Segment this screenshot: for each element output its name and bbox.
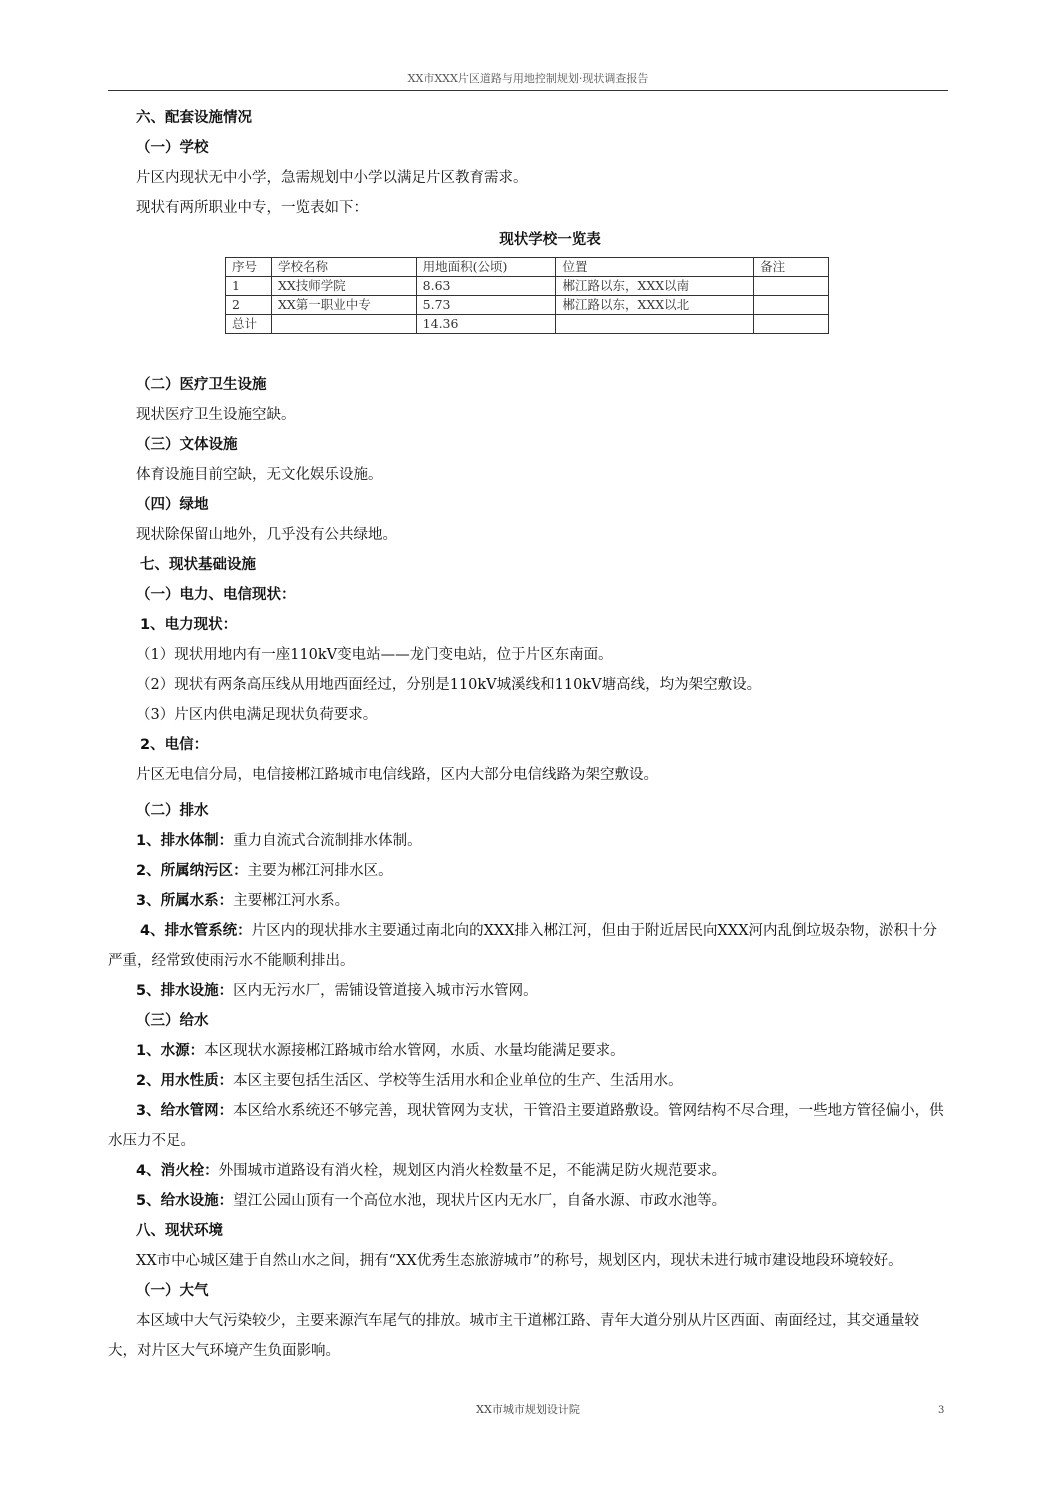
subsection-schools: （一）学校 [136,140,209,156]
table-header-cell: 备注 [754,258,829,277]
table-cell: 14.36 [416,315,556,334]
table-total-row [226,315,829,334]
paragraph: XX市中心城区建于自然山水之间，拥有“XX优秀生态旅游城市”的称号，规划区内，现状未进行城市建设地段环境较好。 [136,1253,903,1269]
item-key: 2、所属纳污区： [136,863,248,879]
item-heading-power: 1、电力现状： [140,617,238,633]
subsection-medical: （二）医疗卫生设施 [136,377,267,393]
table-cell [754,277,829,296]
subsection-drainage: （二）排水 [136,803,209,819]
paragraph: 现状医疗卫生设施空缺。 [136,407,296,423]
schools-table [225,257,829,334]
item-value: 本区给水系统还不够完善，现状管网为支状，干管沿主要道路敷设。管网结构不尽合理，一些地方管径偏小，供水压力不足。 [108,1103,944,1149]
list-item: （2）现状有两条高压线从用地西面经过，分别是110kV城溪线和110kV塘高线，均为架空敷设。 [136,677,762,693]
item-value: 片区内的现状排水主要通过南北向的XXX排入郴江河，但由于附近居民向XXX河内乱倒垃圾杂物，淤积十分严重，经常致使雨污水不能顺利排出。 [108,923,938,969]
table-header-cell: 用地面积(公顷) [416,258,556,277]
item-value: 区内无污水厂，需铺设管道接入城市污水管网。 [233,983,538,999]
item-key: 1、水源： [136,1043,205,1059]
item-value: 重力自流式合流制排水体制。 [233,833,422,849]
table-cell: 1 [226,277,272,296]
table-cell [754,296,829,315]
list-item [108,826,944,856]
item-key: 4、消火栓： [136,1163,219,1179]
paragraph: 体育设施目前空缺，无文化娱乐设施。 [136,467,383,483]
subsection-air: （一）大气 [136,1283,209,1299]
table-cell: 2 [226,296,272,315]
paragraph-text: 本区域中大气污染较少，主要来源汽车尾气的排放。城市主干道郴江路、青年大道分别从片区西面、南面经过，其交通量较大，对片区大气环境产生负面影响。 [108,1313,919,1359]
list-item [108,1156,944,1186]
item-key: 2、用水性质： [136,1073,234,1089]
list-item [108,886,944,916]
table-header-cell: 位置 [556,258,754,277]
list-item [108,1036,944,1066]
item-value: 主要郴江河水系。 [233,893,350,909]
subsection-power-telecom: （一）电力、电信现状： [136,587,296,603]
item-key: 1、排水体制： [136,833,234,849]
table-cell: XX第一职业中专 [271,296,416,315]
list-item [108,1186,944,1216]
item-value: 外围城市道路设有消火栓，规划区内消火栓数量不足，不能满足防火规范要求。 [218,1163,727,1179]
page-footer: XX市城市规划设计院 [476,1403,580,1416]
item-value: 望江公园山顶有一个高位水池，现状片区内无水厂，自备水源、市政水池等。 [233,1193,727,1209]
table-cell: 总计 [226,315,272,334]
table-title: 现状学校一览表 [499,232,601,248]
table-cell [271,315,416,334]
table-row [226,277,829,296]
list-item [108,1066,944,1096]
document-body [108,103,944,1366]
paragraph: 现状除保留山地外，几乎没有公共绿地。 [136,527,397,543]
list-item: （1）现状用地内有一座110kV变电站——龙门变电站，位于片区东南面。 [136,647,613,663]
item-value: 本区现状水源接郴江路城市给水管网，水质、水量均能满足要求。 [204,1043,625,1059]
table-row [226,296,829,315]
paragraph: 片区内现状无中小学，急需规划中小学以满足片区教育需求。 [136,170,528,186]
item-key: 3、所属水系： [136,893,234,909]
item-key: 3、给水管网： [136,1103,234,1119]
list-item [108,856,944,886]
list-item [108,916,944,976]
list-item: （3）片区内供电满足现状负荷要求。 [136,707,378,723]
table-header-cell: 序号 [226,258,272,277]
table-cell: 郴江路以东，XXX以南 [556,277,754,296]
table-cell: 郴江路以东，XXX以北 [556,296,754,315]
item-heading-telecom: 2、电信： [140,737,209,753]
section-7-heading: 七、现状基础设施 [140,557,256,573]
item-key: 5、排水设施： [136,983,234,999]
table-cell: XX技师学院 [271,277,416,296]
page-header: XX市XXX片区道路与用地控制规划·现状调查报告 [108,70,948,91]
table-cell: 8.63 [416,277,556,296]
paragraph: 现状有两所职业中专，一览表如下： [136,200,368,216]
subsection-water-supply: （三）给水 [136,1013,209,1029]
paragraph [108,1306,944,1366]
item-key: 4、排水管系统： [140,923,252,939]
table-cell [556,315,754,334]
list-item [108,976,944,1006]
subsection-green-space: （四）绿地 [136,497,209,513]
section-6-heading: 六、配套设施情况 [136,110,252,126]
subsection-culture-sports: （三）文体设施 [136,437,238,453]
table-cell: 5.73 [416,296,556,315]
item-key: 5、给水设施： [136,1193,234,1209]
list-item [108,1096,944,1156]
item-value: 本区主要包括生活区、学校等生活用水和企业单位的生产、生活用水。 [233,1073,683,1089]
table-cell [754,315,829,334]
page-number: 3 [938,1405,945,1416]
table-header-cell: 学校名称 [271,258,416,277]
table-header-row [226,258,829,277]
section-8-heading: 八、现状环境 [136,1223,223,1239]
paragraph: 片区无电信分局，电信接郴江路城市电信线路，区内大部分电信线路为架空敷设。 [136,767,658,783]
item-value: 主要为郴江河排水区。 [247,863,393,879]
